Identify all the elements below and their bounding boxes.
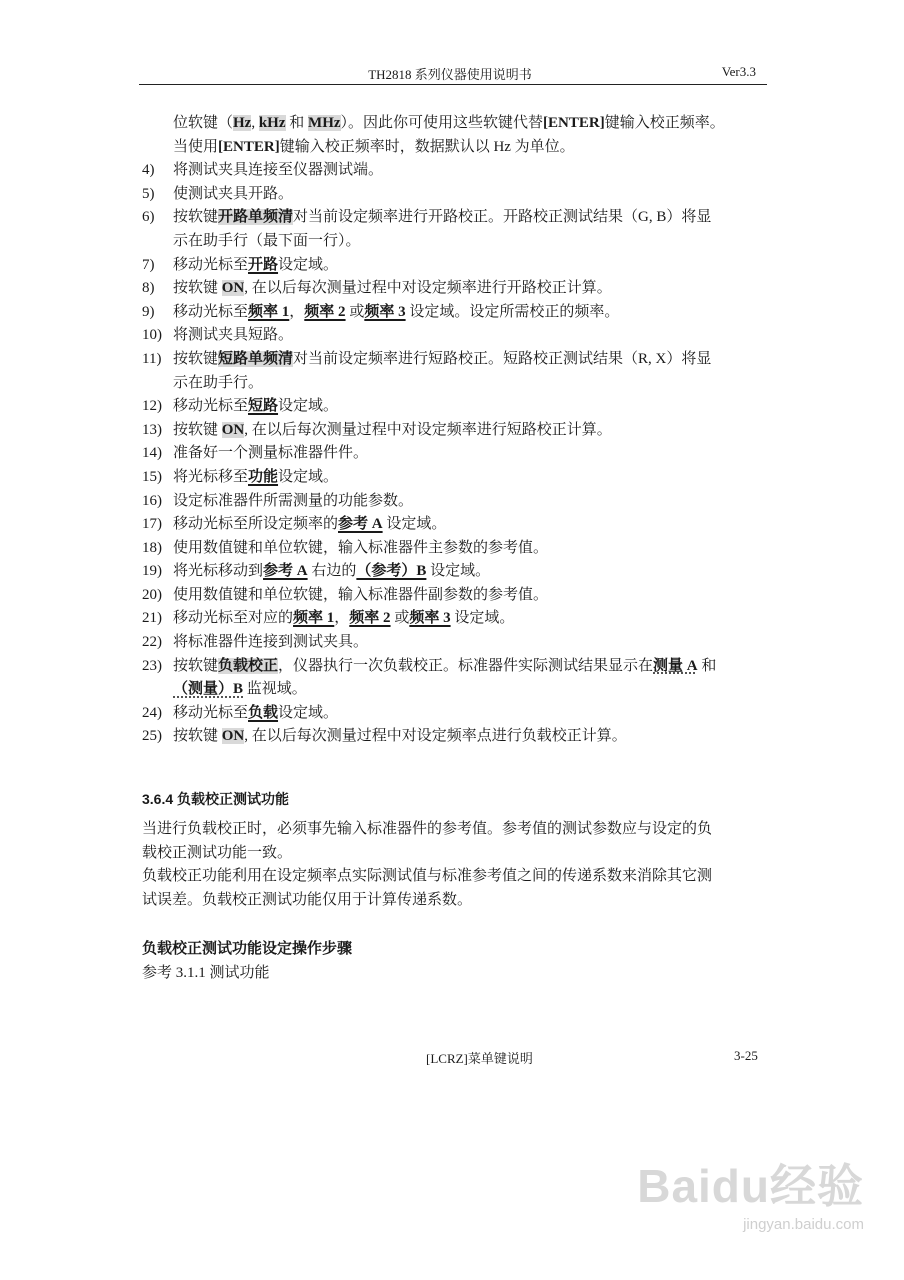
step-number: 25): [142, 728, 162, 745]
step-line: [142, 301, 762, 325]
text-segment: , 在以后每次测量过程中对设定频率进行开路校正计算。: [244, 280, 612, 297]
text-segment: ，: [334, 610, 350, 627]
step-line: [142, 490, 762, 514]
footer-page: 3-25: [734, 1048, 758, 1063]
text-segment: 监视域。: [243, 681, 307, 698]
bold-key-label: [ENTER]: [218, 138, 280, 155]
softkey-label: kHz: [258, 115, 286, 131]
text-segment: 键输入校正频率时，数据默认以 Hz 为单位。: [279, 138, 575, 155]
step-number: 5): [142, 185, 155, 202]
monitor-field-label: （测量）B: [173, 681, 244, 698]
step-line: [142, 655, 762, 679]
setting-field-label: 频率 3: [364, 303, 406, 320]
step-text: [173, 348, 711, 372]
step-number: 12): [142, 398, 162, 415]
text-segment: 设定域。: [278, 704, 339, 721]
step-number: 14): [142, 445, 162, 462]
step-text: [173, 206, 711, 230]
step-line: [142, 348, 762, 372]
text-segment: 设定域。: [278, 398, 339, 415]
setting-field-label: 负载: [248, 704, 279, 721]
baidu-watermark: [637, 1150, 864, 1233]
step-line: [142, 560, 762, 584]
step-line: [142, 678, 762, 702]
step-text: [173, 395, 338, 419]
step-line: [142, 277, 762, 301]
step-text: [173, 537, 548, 561]
step-line: [142, 324, 762, 348]
step-text: [173, 136, 575, 160]
step-number: 20): [142, 586, 162, 603]
text-segment: ，仪器执行一次负载校正。标准器件实际测试结果显示在: [278, 657, 654, 674]
text-segment: 和: [697, 657, 717, 674]
paragraph-line: 当进行负载校正时，必须事先输入标准器件的参考值。参考值的测试参数应与设定的负: [142, 821, 713, 837]
step-text: [173, 607, 514, 631]
text-segment: 示在助手行（最下面一行）。: [173, 232, 361, 249]
text-segment: , 在以后每次测量过程中对设定频率点进行负载校正计算。: [244, 728, 627, 745]
text-segment: 按软键: [173, 421, 222, 438]
step-line: [142, 725, 762, 749]
step-number: 21): [142, 610, 162, 627]
step-text: [173, 725, 627, 749]
step-line: [142, 112, 762, 136]
text-segment: 示在助手行。: [173, 374, 264, 391]
text-segment: 使用数值键和单位软键，输入标准器件副参数的参考值。: [173, 586, 549, 603]
step-number: 8): [142, 280, 155, 297]
reference: 参考 3.1.1 测试功能: [142, 965, 270, 981]
header-rule: [139, 84, 767, 85]
step-text: [173, 678, 307, 702]
section-heading: 3.6.4 负载校正测试功能: [142, 791, 290, 807]
text-segment: 或: [390, 610, 410, 627]
setting-field-label: 参考 A: [338, 516, 383, 533]
step-number: 7): [142, 256, 155, 273]
softkey-label: ON: [221, 421, 245, 438]
step-number: 16): [142, 492, 162, 509]
step-text: [173, 254, 338, 278]
setting-field-label: 开路: [248, 256, 279, 273]
step-number: 17): [142, 516, 162, 533]
step-number: 18): [142, 539, 162, 556]
step-text: [173, 372, 263, 396]
step-text: [173, 419, 612, 443]
text-segment: 右边的: [307, 563, 357, 580]
text-segment: 将测试夹具短路。: [173, 327, 294, 344]
step-line: [142, 442, 762, 466]
text-segment: 设定域。: [382, 516, 447, 533]
subheading: 负载校正测试功能设定操作步骤: [142, 941, 353, 957]
step-line: [142, 702, 762, 726]
step-line: [142, 584, 762, 608]
step-line: [142, 206, 762, 230]
text-segment: 移动光标至: [173, 303, 249, 320]
text-segment: ,: [251, 115, 259, 131]
section-paragraph-1: [142, 818, 762, 912]
text-segment: , 在以后每次测量过程中对设定频率进行短路校正计算。: [244, 421, 612, 438]
step-text: [173, 631, 368, 655]
text-segment: 对当前设定频率进行开路校正。开路校正测试结果（G, B）将显: [293, 209, 712, 226]
text-segment: 将测试夹具连接至仪器测试端。: [173, 162, 384, 179]
step-text: [173, 513, 446, 537]
paragraph-line: 载校正测试功能一致。: [142, 844, 293, 861]
text-segment: 使用数值键和单位软键，输入标准器件主参数的参考值。: [173, 539, 549, 556]
text-segment: 将光标移动到: [173, 563, 264, 580]
text-segment: 按软键: [173, 280, 222, 297]
setting-field-label: 频率 2: [304, 303, 346, 320]
steps-list: [142, 112, 762, 749]
setting-field-label: 功能: [248, 468, 279, 485]
step-line: [142, 466, 762, 490]
setting-field-label: 短路: [248, 398, 279, 415]
text-segment: 设定域。: [278, 468, 339, 485]
step-number: 24): [142, 704, 162, 721]
softkey-label: 开路单频清: [218, 209, 294, 226]
softkey-label: Hz: [233, 115, 252, 131]
header-version: Ver3.3: [721, 64, 756, 79]
step-line: [142, 372, 762, 396]
step-line: [142, 254, 762, 278]
step-number: 19): [142, 563, 162, 580]
step-line: [142, 537, 762, 561]
text-segment: 对当前设定频率进行短路校正。短路校正测试结果（R, X）将显: [293, 350, 712, 367]
step-text: [173, 655, 716, 679]
step-line: [142, 183, 762, 207]
step-text: [173, 490, 413, 514]
text-segment: 移动光标至所设定频率的: [173, 516, 339, 533]
step-text: [173, 584, 548, 608]
watermark-url: jingyan.baidu.com: [743, 1216, 864, 1233]
text-segment: 移动光标至: [173, 256, 249, 273]
watermark-logo: Baidu经验: [637, 1160, 864, 1212]
text-segment: 按软键: [173, 350, 219, 367]
text-segment: 按软键: [173, 728, 222, 745]
step-number: 9): [142, 303, 155, 320]
step-line: [142, 607, 762, 631]
step-line: [142, 513, 762, 537]
step-line: [142, 136, 762, 160]
step-text: [173, 183, 293, 207]
text-segment: ，: [289, 303, 305, 320]
text-segment: 或: [345, 303, 365, 320]
header-title: TH2818 系列仪器使用说明书: [368, 67, 532, 82]
step-line: [142, 159, 762, 183]
text-segment: 准备好一个测量标准器件件。: [173, 445, 369, 462]
softkey-label: ON: [221, 280, 245, 297]
text-segment: 设定域。: [278, 256, 339, 273]
step-text: [173, 159, 383, 183]
softkey-label: MHz: [308, 115, 341, 131]
step-text: [173, 466, 338, 490]
text-segment: 按软键: [173, 209, 219, 226]
step-number: 6): [142, 209, 155, 226]
step-text: [173, 702, 338, 726]
monitor-field-label: 测量 A: [653, 657, 698, 674]
text-segment: 和: [285, 115, 309, 131]
step-number: 23): [142, 657, 162, 674]
step-text: [173, 230, 361, 254]
step-line: [142, 395, 762, 419]
step-number: 4): [142, 162, 155, 179]
text-segment: 移动光标至: [173, 398, 249, 415]
softkey-label: ON: [221, 728, 245, 745]
paragraph-line: 试误差。负载校正测试功能仅用于计算传递系数。: [142, 891, 473, 908]
setting-field-label: 频率 1: [248, 303, 290, 320]
step-text: [173, 112, 725, 136]
text-segment: 设定标准器件所需测量的功能参数。: [173, 492, 414, 509]
setting-field-label: 频率 2: [349, 610, 391, 627]
text-segment: 使测试夹具开路。: [173, 185, 294, 202]
paragraph-line: 负载校正功能利用在设定频率点实际测试值与标准参考值之间的传递系数来消除其它测: [142, 868, 713, 885]
text-segment: 设定域。设定所需校正的频率。: [405, 303, 620, 320]
text-segment: 键输入校正频率。: [604, 115, 725, 131]
text-segment: 设定域。: [450, 610, 515, 627]
step-line: [142, 230, 762, 254]
text-segment: 移动光标至: [173, 704, 249, 721]
text-segment: 将标准器件连接到测试夹具。: [173, 634, 369, 651]
softkey-label: 短路单频清: [218, 350, 294, 367]
step-text: [173, 560, 490, 584]
text-segment: ）。因此你可使用这些软键代替: [340, 115, 544, 131]
step-line: [142, 631, 762, 655]
step-number: 10): [142, 327, 162, 344]
text-segment: 按软键: [173, 657, 219, 674]
setting-field-label: 频率 3: [409, 610, 451, 627]
text-segment: 当使用: [173, 138, 219, 155]
step-text: [173, 442, 368, 466]
step-text: [173, 277, 612, 301]
step-text: [173, 324, 293, 348]
bold-key-label: [ENTER]: [543, 115, 605, 131]
step-number: 11): [142, 350, 162, 367]
setting-field-label: 频率 1: [293, 610, 335, 627]
text-segment: 位软键（: [173, 115, 234, 131]
text-segment: 将光标移至: [173, 468, 249, 485]
step-number: 15): [142, 468, 162, 485]
setting-field-label: 参考 A: [263, 563, 308, 580]
softkey-label: 负载校正: [218, 657, 279, 674]
step-line: [142, 419, 762, 443]
step-number: 13): [142, 421, 162, 438]
text-segment: 设定域。: [426, 563, 491, 580]
footer-chapter: [LCRZ]菜单键说明: [426, 1051, 533, 1066]
step-number: 22): [142, 634, 162, 651]
step-text: [173, 301, 619, 325]
text-segment: 移动光标至对应的: [173, 610, 294, 627]
setting-field-label: （参考）B: [356, 563, 427, 580]
